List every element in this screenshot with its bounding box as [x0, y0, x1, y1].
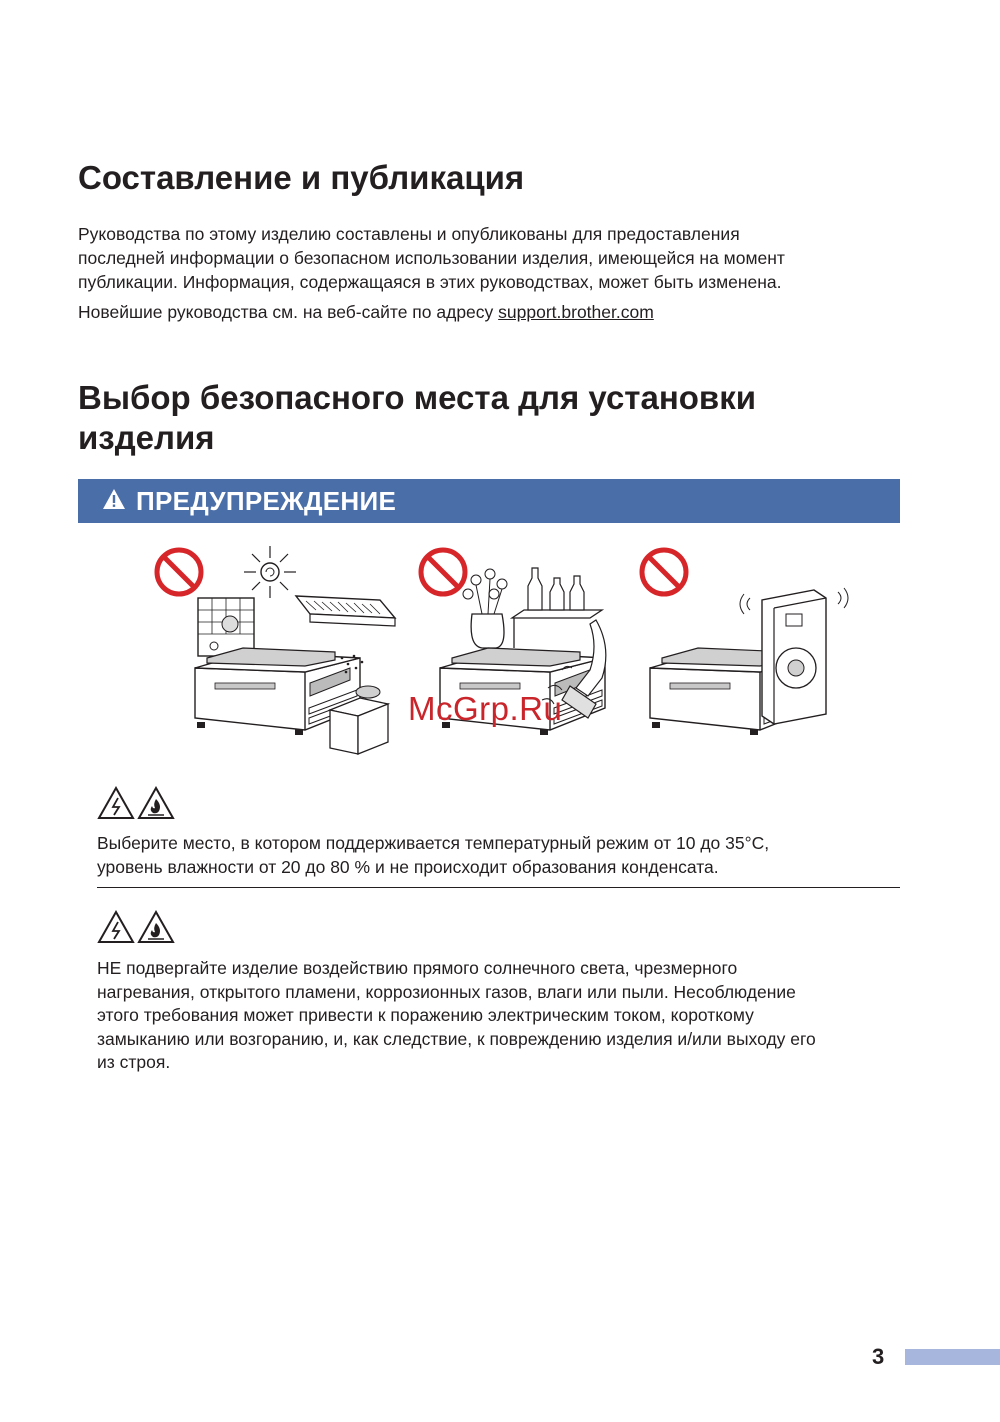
fire-hazard-icon: [139, 788, 173, 818]
section-heading-safe-location: [78, 378, 898, 458]
placement-note-exposure: [97, 957, 907, 1075]
warning-label: ПРЕДУПРЕЖДЕНИЕ: [136, 485, 397, 516]
prohibited-icon: [642, 550, 686, 594]
note-line: замыканию или возгоранию, и, как следствие, к повреждению изделия и/или выходу его: [97, 1028, 816, 1049]
electric-shock-icon: [99, 912, 133, 942]
page-number: 3: [872, 1344, 885, 1369]
hazard-icons: [97, 910, 177, 944]
note-line: уровень влажности от 20 до 80 % и не происходит образования конденсата.: [97, 856, 719, 877]
note-line: Выберите место, в котором поддерживается температурный режим от 10 до 35°C,: [97, 833, 770, 853]
hazard-icons: [97, 786, 177, 820]
section-heading-compile: Составление и публикация: [78, 159, 525, 196]
prohibited-icon: [421, 550, 465, 594]
placement-illustration: [150, 538, 870, 770]
paragraph-line: последней информации о безопасном использовании изделия, имеющейся на момент: [78, 248, 785, 268]
bottles-shelf-icon: [512, 568, 602, 648]
page-number-bar: [905, 1349, 1000, 1365]
paragraph-line: Руководства по этому изделию составлены и опубликованы для предоставления: [78, 224, 740, 244]
compile-paragraph: [78, 222, 908, 294]
heading-line: Выбор безопасного места для установки: [78, 379, 756, 416]
heading-line: изделия: [78, 419, 215, 456]
prohibited-icon: [157, 550, 201, 594]
divider: [97, 887, 900, 888]
note-line: этого требования может привести к поражению электрическим током, короткому: [97, 1005, 754, 1025]
heater-icon: [198, 598, 254, 656]
sun-icon: [244, 546, 296, 598]
warning-banner: [78, 479, 900, 523]
website-paragraph: [78, 300, 908, 324]
support-link[interactable]: support.brother.com: [498, 302, 654, 322]
air-vent-icon: [296, 596, 395, 626]
note-line: из строя.: [97, 1052, 171, 1072]
warning-triangle-icon: [102, 488, 126, 515]
paragraph-line: публикации. Информация, содержащаяся в этих руководствах, может быть изменена.: [78, 272, 782, 292]
note-line: нагревания, открытого пламени, коррозионных газов, влаги или пыли. Несоблюдение: [97, 981, 796, 1002]
placement-note-temperature: [97, 832, 907, 879]
website-text: Новейшие руководства см. на веб-сайте по адресу: [78, 302, 499, 322]
flower-vase-icon: [463, 569, 507, 648]
note-line: НЕ подвергайте изделие воздействию прямого солнечного света, чрезмерного: [97, 958, 738, 978]
electric-shock-icon: [99, 788, 133, 818]
watermark: McGrp.Ru: [408, 690, 563, 727]
fire-hazard-icon: [139, 912, 173, 942]
